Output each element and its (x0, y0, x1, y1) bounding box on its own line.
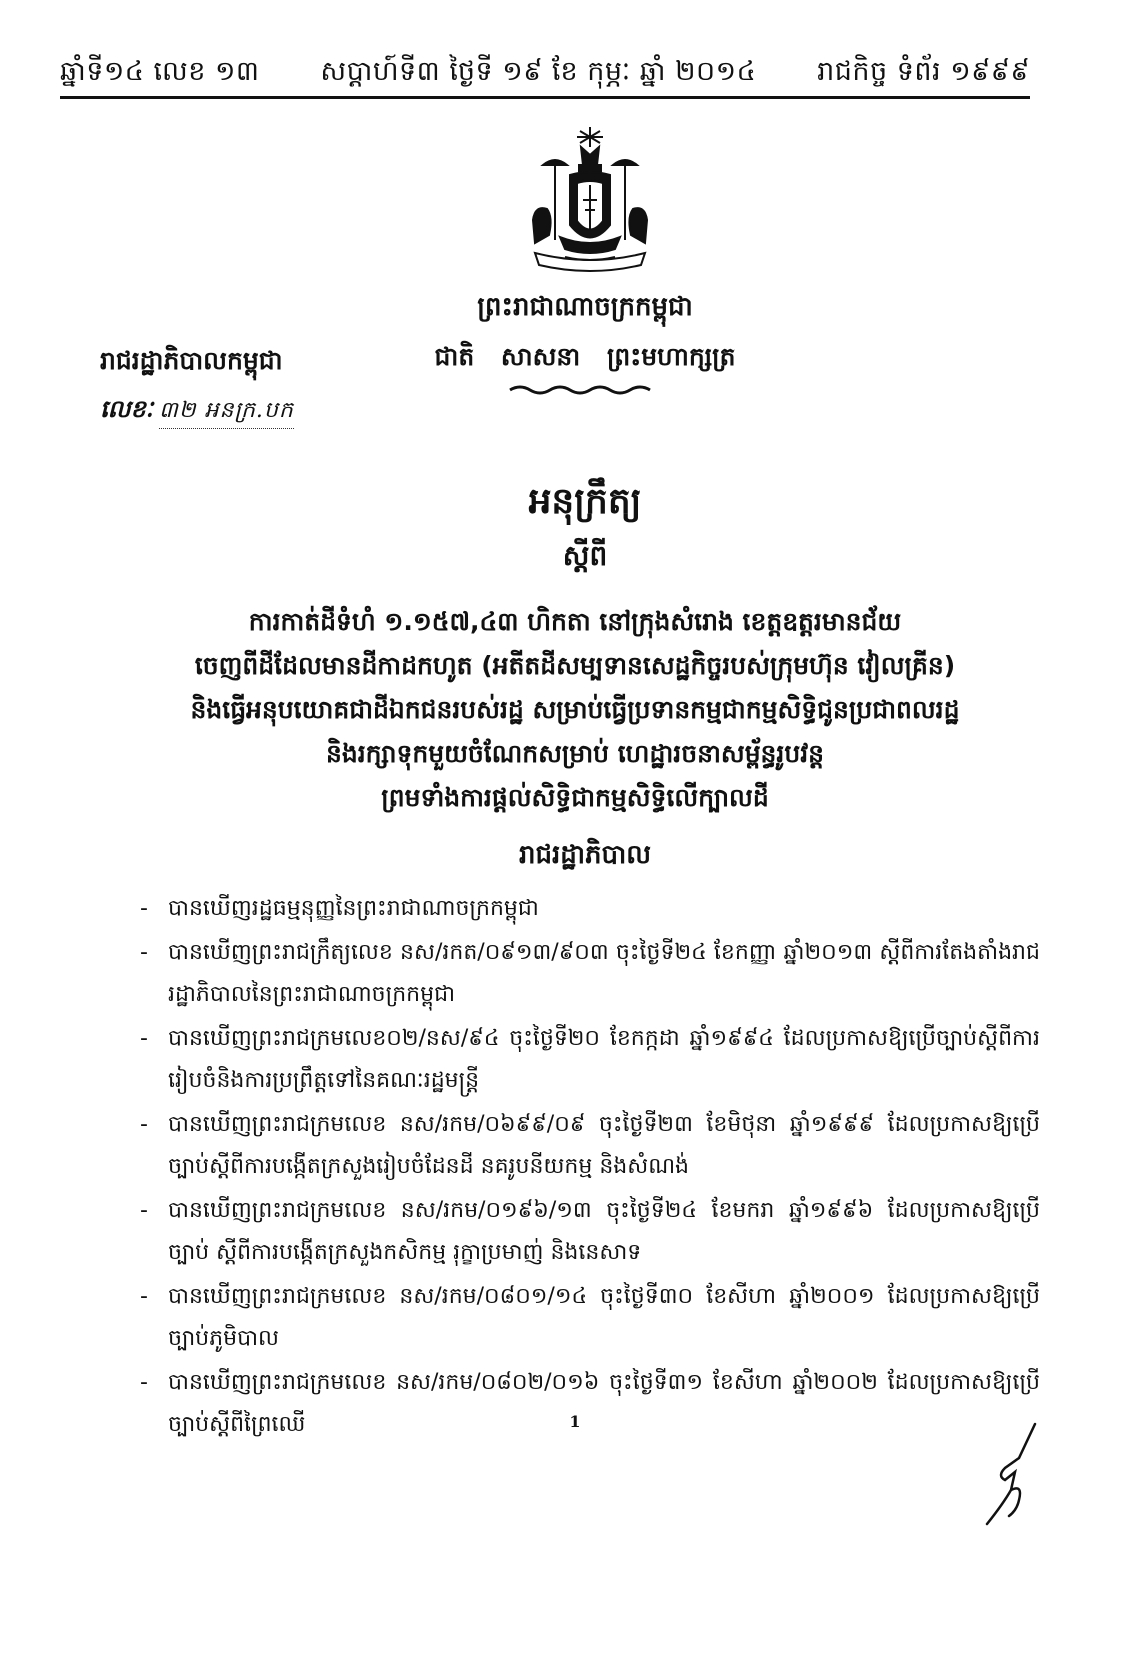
recital-text: បានឃើញព្រះរាជក្រមលេខ នស/រកម/០៨០២/០១៦ ចុះថ្ងៃទី៣១ ខែសីហា ឆ្នាំ២០០២ ដែលប្រកាសឱ្យប្រើច្បាប់ស្តីពីព្រៃឈើ (168, 1370, 1040, 1437)
recital-text: បានឃើញរដ្ឋធម្មនុញ្ញនៃព្រះរាជាណាចក្រកម្ពុជា (168, 896, 539, 921)
kingdom-name: ព្រះរាជាណាចក្រកម្ពុជា (477, 292, 693, 322)
recital-item: - បានឃើញព្រះរាជក្រមលេខ នស/រកម/០៨០១/១៤ ចុះថ្ងៃទី៣០ ខែសីហា ឆ្នាំ២០០១ ដែលប្រកាសឱ្យប្រើច្បាប់ភូមិបាល (140, 1284, 1040, 1351)
recital-text: បានឃើញព្រះរាជក្រមលេខ នស/រកម/០៦៩៩/០៩ ចុះថ្ងៃទី២៣ ខែមិថុនា ឆ្នាំ១៩៩៩ ដែលប្រកាសឱ្យប្រើច្បាប់ស្តីពីការបង្កើតក្រសួងរៀបចំដែនដី នគរូបនីយកម្ម និងសំណង់ (168, 1112, 1040, 1179)
title-line: និងធ្វើអនុបយោគជាដីឯកជនរបស់រដ្ឋ សម្រាប់ធ្វើប្រទានកម្មជាកម្មសិទ្ធិជូនប្រជាពលរដ្ឋ (190, 695, 960, 724)
issuing-government: រាជរដ្ឋាភិបាលកម្ពុជា (100, 346, 283, 375)
royal-emblem-icon (515, 125, 665, 285)
reference-value: ៣២ អនក្រ.បក (159, 396, 294, 429)
gazette-date: សប្តាហ៍ទី៣ ថ្ងៃទី ១៩ ខែ កុម្ភៈ ឆ្នាំ ២០១៤ (320, 56, 757, 87)
title-line: និងរក្សាទុកមួយចំណែកសម្រាប់ ហេដ្ឋារចនាសម្ព័ន្ធរូបវន្ត (325, 739, 825, 768)
reference-label: លេខៈ (100, 395, 154, 423)
recitals-list (140, 888, 1040, 1448)
recital-text: បានឃើញព្រះរាជក្រឹត្យលេខ នស/រកត/០៩១៣/៩០៣ ចុះថ្ងៃទី២៤ ខែកញ្ញា ឆ្នាំ២០១៣ ស្តីពីការតែងតាំងរាជរដ្ឋាភិបាលនៃព្រះរាជាណាចក្រកម្ពុជា (168, 940, 1040, 1007)
recital-text: បានឃើញព្រះរាជក្រមលេខ នស/រកម/០១៩៦/១៣ ចុះថ្ងៃទី២៤ ខែមករា ឆ្នាំ១៩៩៦ ដែលប្រកាសឱ្យប្រើច្បាប់ ស្តីពីការបង្កើតក្រសួងកសិកម្ម រុក្ខាប្រមាញ់ និងនេសាទ (168, 1198, 1040, 1265)
title-line: ព្រមទាំងការផ្តល់សិទ្ធិជាកម្មសិទ្ធិលើក្បាលដី (381, 783, 769, 812)
recital-item: - បានឃើញព្រះរាជក្រមលេខ នស/រកម/០៦៩៩/០៩ ចុះថ្ងៃទី២៣ ខែមិថុនា ឆ្នាំ១៩៩៩ ដែលប្រកាសឱ្យប្រើច្បាប់ស្តីពីការបង្កើតក្រសួងរៀបចំដែនដី នគរូបនីយកម្ម និងសំណង់ (140, 1112, 1040, 1179)
recital-text: បានឃើញព្រះរាជក្រមលេខ នស/រកម/០៨០១/១៤ ចុះថ្ងៃទី៣០ ខែសីហា ឆ្នាំ២០០១ ដែលប្រកាសឱ្យប្រើច្បាប់ភូមិបាល (168, 1284, 1040, 1351)
header-rule (60, 96, 1030, 99)
title-line: ចេញពីដីដែលមានដីកាដកហូត (អតីតដីសម្បទានសេដ្ឋកិច្ចរបស់ក្រុមហ៊ុន វៀលគ្រីន) (194, 651, 956, 680)
recital-item: - បានឃើញព្រះរាជក្រឹត្យលេខ នស/រកត/០៩១៣/៩០៣ ចុះថ្ងៃទី២៤ ខែកញ្ញា ឆ្នាំ២០១៣ ស្តីពីការតែងតាំងរាជរដ្ឋាភិបាលនៃព្រះរាជាណាចក្រកម្ពុជា (140, 940, 1040, 1007)
motto-ornament-icon (505, 384, 655, 396)
gazette-header (60, 50, 1030, 94)
signature-icon (975, 1420, 1045, 1530)
reference-number (100, 394, 294, 429)
document-about: ស្តីពី (562, 539, 608, 572)
document-type: អនុក្រឹត្យ (528, 481, 642, 522)
recital-item: - បានឃើញព្រះរាជក្រមលេខ នស/រកម/០១៩៦/១៣ ចុះថ្ងៃទី២៤ ខែមករា ឆ្នាំ១៩៩៦ ដែលប្រកាសឱ្យប្រើច្បាប់ ស្តីពីការបង្កើតក្រសួងកសិកម្ម រុក្ខាប្រមាញ់ និងនេសាទ (140, 1198, 1040, 1265)
gazette-page: រាជកិច្ច ទំព័រ ១៩៩៩ (817, 56, 1030, 87)
document-title (70, 600, 1080, 820)
gazette-issue: ឆ្នាំទី១៤ លេខ ១៣ (60, 56, 260, 87)
recital-item: - បានឃើញរដ្ឋធម្មនុញ្ញនៃព្រះរាជាណាចក្រកម្ពុជា (140, 896, 539, 921)
national-motto: ជាតិ សាសនា ព្រះមហាក្សត្រ (434, 342, 736, 371)
page-number: 1 (569, 1412, 581, 1431)
government-heading: រាជរដ្ឋាភិបាល (518, 840, 652, 870)
title-line: ការកាត់ដីទំហំ ១.១៥៧,៤៣ ហិកតា នៅក្រុងសំរោង ខេត្តឧត្តរមានជ័យ (248, 607, 902, 636)
recital-item: - បានឃើញព្រះរាជក្រមលេខ នស/រកម/០៨០២/០១៦ ចុះថ្ងៃទី៣១ ខែសីហា ឆ្នាំ២០០២ ដែលប្រកាសឱ្យប្រើច្បាប់ស្តីពីព្រៃឈើ (140, 1370, 1040, 1437)
recital-text: បានឃើញព្រះរាជក្រមលេខ០២/នស/៩៤ ចុះថ្ងៃទី២០ ខែកក្កដា ឆ្នាំ១៩៩៤ ដែលប្រកាសឱ្យប្រើច្បាប់ស្តីពីការរៀបចំនិងការប្រព្រឹត្តទៅនៃគណៈរដ្ឋមន្ត្រី (168, 1026, 1040, 1093)
recital-item: - បានឃើញព្រះរាជក្រមលេខ០២/នស/៩៤ ចុះថ្ងៃទី២០ ខែកក្កដា ឆ្នាំ១៩៩៤ ដែលប្រកាសឱ្យប្រើច្បាប់ស្តីពីការរៀបចំនិងការប្រព្រឹត្តទៅនៃគណៈរដ្ឋមន្ត្រី (140, 1026, 1040, 1093)
